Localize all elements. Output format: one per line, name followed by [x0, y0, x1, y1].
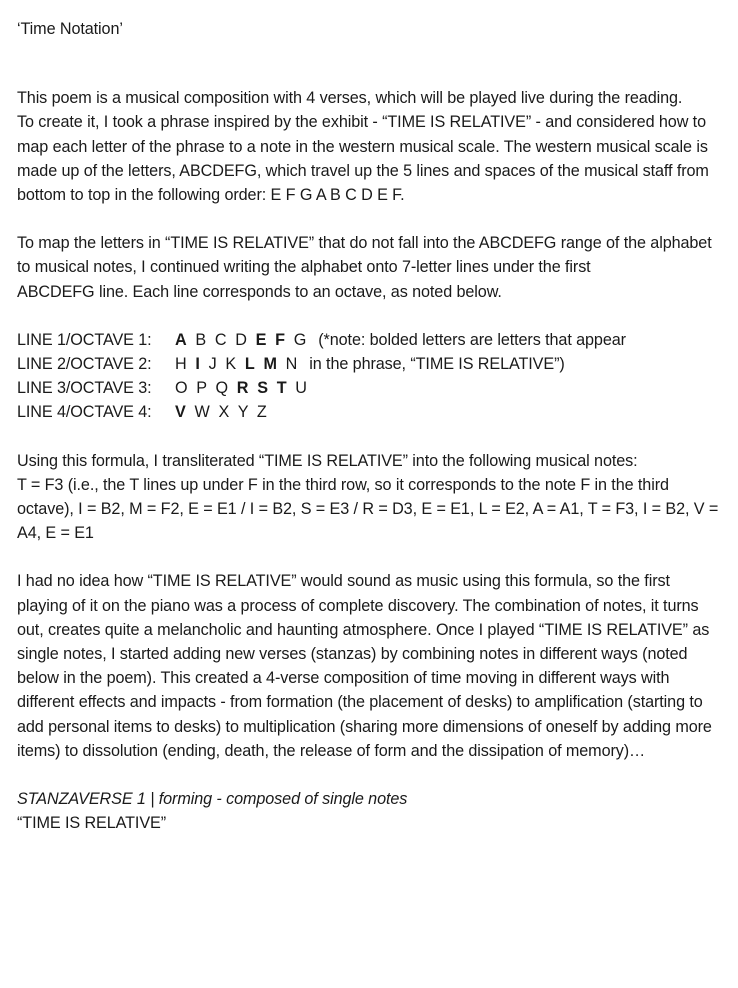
- letter: H: [175, 355, 187, 374]
- mapping-paragraph-line-1: To map the letters in “TIME IS RELATIVE” that do not fall into the ABCDEFG range of the alphabet to musical notes, I continued writing the alphabet onto 7-letter lines under the first: [17, 234, 712, 277]
- bold-letter: I: [195, 355, 200, 374]
- stanza-phrase: “TIME IS RELATIVE”: [17, 814, 167, 833]
- octave-line: [17, 400, 720, 424]
- letter: G: [293, 330, 307, 349]
- letter: B: [195, 330, 207, 349]
- letter: Y: [237, 403, 249, 422]
- octave-line: [17, 352, 720, 376]
- mapping-paragraph-line-2: ABCDEFG line. Each line corresponds to an octave, as noted below.: [17, 282, 502, 301]
- octave-line: [17, 376, 720, 400]
- octave-line-letters: [175, 400, 267, 424]
- octave-line-letters: [175, 376, 307, 400]
- bold-letter: R: [236, 379, 249, 398]
- letter: Z: [256, 403, 267, 422]
- bold-letter: L: [244, 355, 255, 374]
- octave-line-label: LINE 4/OCTAVE 4:: [17, 403, 152, 422]
- octave-line-note: in the phrase, “TIME IS RELATIVE”): [309, 355, 565, 374]
- letter: N: [285, 355, 298, 374]
- octave-line: [17, 328, 720, 352]
- octave-line-label: LINE 2/OCTAVE 2:: [17, 355, 152, 374]
- letter: C: [214, 330, 227, 349]
- octave-line-label: LINE 3/OCTAVE 3:: [17, 379, 152, 398]
- intro-paragraph-line-1: This poem is a musical composition with 4 verses, which will be played live during the reading.: [17, 89, 683, 108]
- formula-paragraph-line-1: Using this formula, I transliterated “TIME IS RELATIVE” into the following musical notes:: [17, 451, 638, 470]
- letter: J: [208, 355, 217, 374]
- letter: U: [295, 379, 307, 398]
- bold-letter: F: [275, 330, 285, 349]
- bold-letter: S: [257, 379, 268, 398]
- letter: P: [196, 379, 207, 398]
- octave-lines: [17, 328, 720, 425]
- octave-line-letters: [175, 352, 297, 376]
- bold-letter: V: [175, 403, 186, 422]
- letter: D: [235, 330, 247, 349]
- stanza-heading: STANZAVERSE 1 | forming - composed of single notes: [17, 790, 408, 809]
- letter: K: [225, 355, 237, 374]
- letter: O: [175, 379, 188, 398]
- bold-letter: E: [255, 330, 267, 349]
- document-title: ‘Time Notation’: [17, 20, 123, 38]
- bold-letter: T: [276, 379, 287, 398]
- letter: W: [194, 403, 210, 422]
- octave-line-letters: [175, 328, 306, 352]
- octave-line-note: (*note: bolded letters are letters that appear: [318, 330, 626, 349]
- letter: Q: [215, 379, 228, 398]
- bold-letter: M: [263, 355, 277, 374]
- discovery-paragraph: I had no idea how “TIME IS RELATIVE” would sound as music using this formula, so the first playing of it on the piano was a process of complete discovery. The combination of notes, it turns out, creates quite a melancholic and haunting atmosphere. Once I played “TIME IS RELATIVE” as single notes, I started adding new verses (stanzas) by combining notes in different ways (noted below in the poem). This created a 4-verse composition of time moving in different ways with different effects and impacts - from formation (the placement of desks) to amplification (starting to add personal items to desks) to multiplication (sharing more dimensions of oneself by adding more items) to dissolution (ending, death, the release of form and the dissipation of memory)…: [17, 572, 712, 760]
- formula-paragraph-line-2: T = F3 (i.e., the T lines up under F in the third row, so it corresponds to the note F in the third octave), I = B2, M = F2, E = E1 / I = B2, S = E3 / R = D3, E = E1, L = E2, A = A1, T = F3, I = B2, V = A4, E = E1: [17, 475, 719, 543]
- octave-line-label: LINE 1/OCTAVE 1:: [17, 330, 152, 349]
- bold-letter: A: [175, 330, 187, 349]
- letter: X: [218, 403, 230, 422]
- intro-paragraph-line-2: To create it, I took a phrase inspired by the exhibit - “TIME IS RELATIVE” - and considered how to map each letter of the phrase to a note in the western musical scale. The western musical scale is made up of the letters, ABCDEFG, which travel up the 5 lines and spaces of the musical staff from bottom to top in the following order: E F G A B C D E F.: [17, 113, 709, 205]
